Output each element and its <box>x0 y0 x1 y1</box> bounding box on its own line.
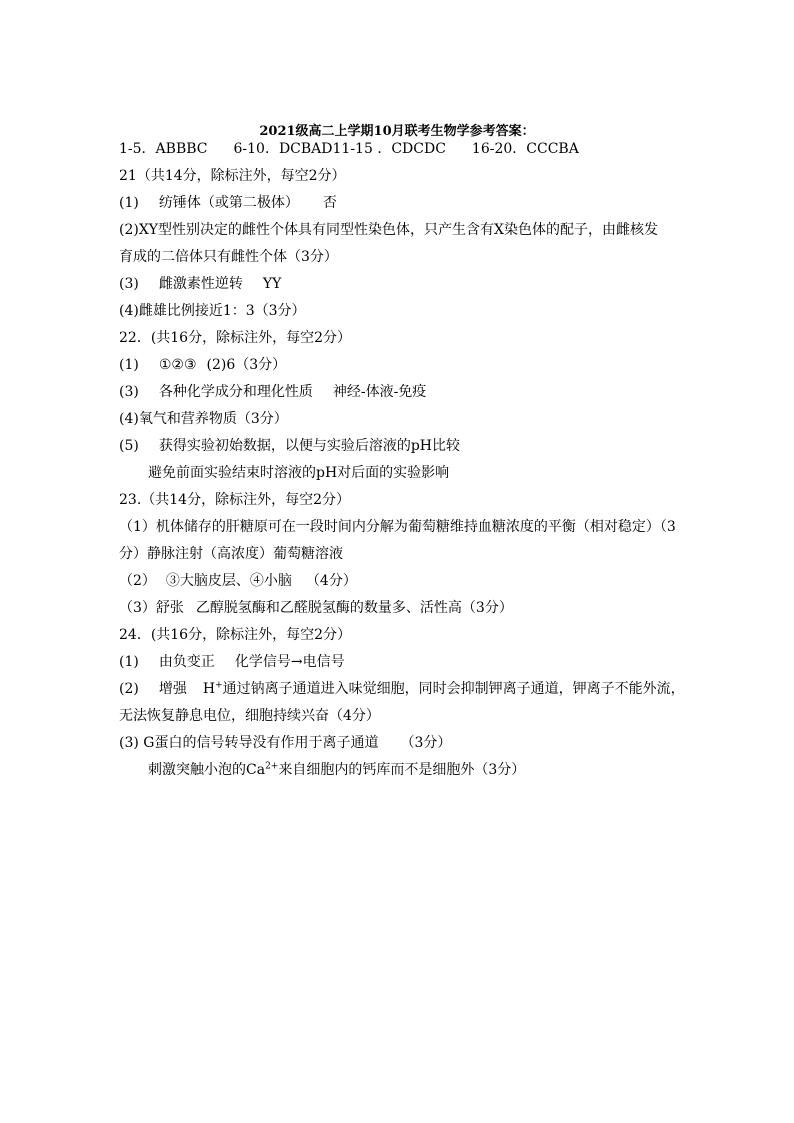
q23-header: 23.（共14分，除标注外，每空2分） <box>119 492 350 508</box>
q21-header: 21（共14分，除标注外，每空2分） <box>119 168 346 184</box>
q24-header: 24．(共16分，除标注外，每空2分） <box>119 627 351 643</box>
q21-part1 <box>119 193 337 213</box>
q23-part3-answer-b: 乙醇脱氢酶和乙醛脱氢酶的数量多、活性高（3分） <box>195 600 513 616</box>
mc-answers-line <box>119 139 579 159</box>
q21-part3 <box>119 274 281 294</box>
q23-part1-line2: 分）静脉注射（高浓度）葡萄糖溶液 <box>119 546 343 562</box>
q24-part2-line1 <box>119 679 685 699</box>
q23-part3 <box>119 598 513 618</box>
q24-part2-line2: 无法恢复静息电位，细胞持续兴奋（4分） <box>119 708 380 724</box>
q22-part1-answer: ①②③ <box>158 357 197 373</box>
q22-part4: (4)氧气和营养物质（3分） <box>119 411 288 427</box>
q24-part2-answer-b: 通过钠离子通道进入味觉细胞，同时会抑制钾离子通道，钾离子不能外流， <box>222 681 685 697</box>
q23-part2-answer: ③大脑皮层、④小脑 <box>165 573 292 589</box>
mc-1-5: 1-5．ABBBC <box>119 141 208 157</box>
q22-part3-number: (3) <box>119 384 139 400</box>
mc-6-15: 6-10．DCBAD11-15 ．CDCDC <box>233 141 446 157</box>
q23-part2-number: （2） <box>119 573 156 589</box>
q23-part2 <box>119 571 357 591</box>
q21-part3-answer-b: YY <box>262 276 282 292</box>
q24-part2-ion-charge: + <box>215 680 223 691</box>
q21-part3-number: (3) <box>119 276 139 292</box>
q24-part2-number: (2) <box>119 681 139 697</box>
q24-part3-answer-b-end: 来自细胞内的钙库而不是细胞外（3分） <box>278 762 526 778</box>
q22-part2-answer: (2)6（3分） <box>206 357 287 373</box>
q21-part2-line2: 育成的二倍体只有雌性个体（3分） <box>119 249 338 265</box>
q24-part3-ion-charge: 2+ <box>265 761 279 772</box>
q24-part2-answer-a: 增强 <box>158 681 187 697</box>
page-title: 2021级高二上学期10月联考生物学参考答案： <box>259 124 535 139</box>
q23-part2-points: （4分） <box>305 573 357 589</box>
q24-part1-number: (1) <box>119 654 139 670</box>
q24-part3-line2 <box>148 760 525 780</box>
q23-part1-line1: （1）机体储存的肝糖原可在一段时间内分解为葡萄糖维持血糖浓度的平衡（相对稳定）（3 <box>119 519 676 535</box>
q24-part3-answer-b-start: 刺激突触小泡的Ca <box>148 762 266 778</box>
q22-part5-number: (5) <box>119 438 139 454</box>
q21-part3-answer-a: 雌激素性逆转 <box>158 276 243 292</box>
q24-part3-points: （3分） <box>400 735 452 751</box>
q22-part5 <box>119 436 460 456</box>
q22-part5-answer-a: 获得实验初始数据，以便与实验后溶液的pH比较 <box>158 438 461 454</box>
q24-part2-ion: H <box>202 681 216 697</box>
q21-part1-answer-b: 否 <box>322 195 337 211</box>
mc-16-20: 16-20．CCCBA <box>471 141 579 157</box>
q22-part1-number: (1) <box>119 357 139 373</box>
q22-part3-answer-a: 各种化学成分和理化性质 <box>158 384 313 400</box>
q22-part3 <box>119 382 426 402</box>
q21-part1-number: (1) <box>119 195 139 211</box>
q24-part1 <box>119 652 345 672</box>
q24-part1-answer-a: 由负变正 <box>158 654 215 670</box>
q21-part1-answer-a: 纺锤体（或第二极体） <box>158 195 299 211</box>
q22-part1-2 <box>119 355 286 375</box>
q21-part4: (4)雌雄比例接近1：3（3分） <box>119 303 306 319</box>
q22-header: 22．(共16分，除标注外，每空2分） <box>119 330 351 346</box>
q23-part3-answer-a: （3）舒张 <box>119 600 184 616</box>
q22-part3-answer-b: 神经-体液-免疫 <box>332 384 427 400</box>
q22-part5-answer-b: 避免前面实验结束时溶液的pH对后面的实验影响 <box>148 465 450 481</box>
q24-part3-line1 <box>119 733 451 753</box>
q21-part2-line1: (2)XY型性别决定的雌性个体具有同型性染色体，只产生含有X染色体的配子，由雌核发 <box>119 222 659 238</box>
q24-part1-answer-b: 化学信号→电信号 <box>234 654 345 670</box>
q24-part3-answer-a: (3) G蛋白的信号转导没有作用于离子通道 <box>119 735 379 751</box>
